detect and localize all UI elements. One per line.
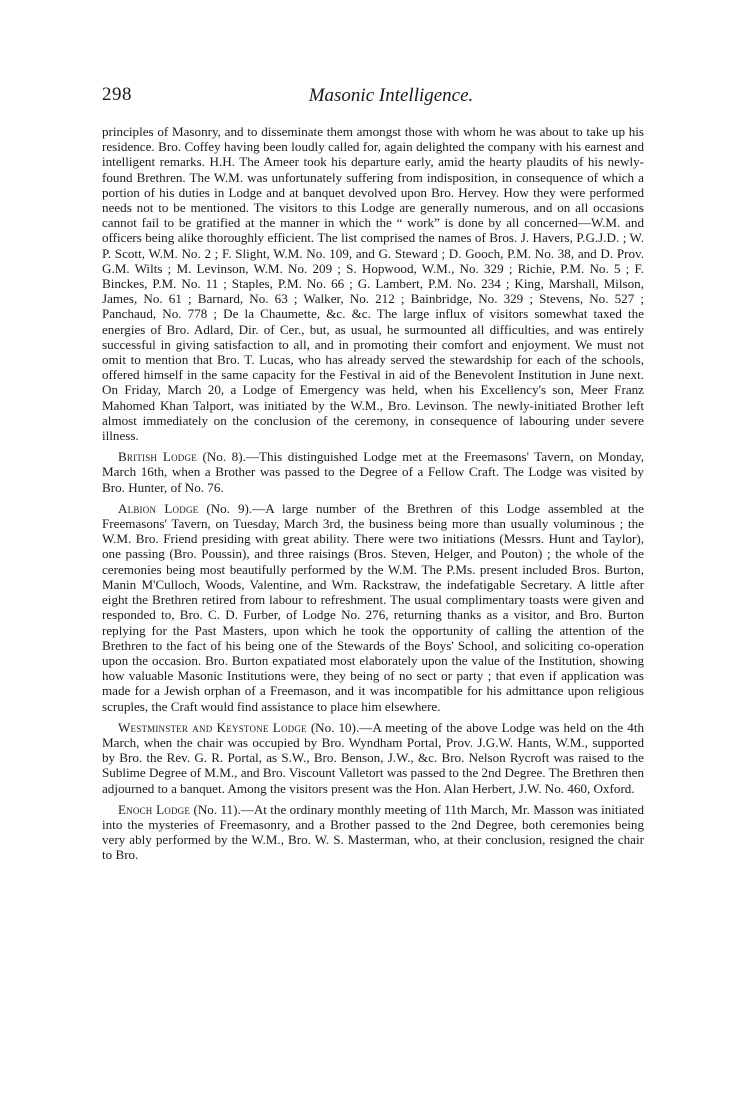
paragraph-albion-lodge xyxy=(102,501,644,714)
paragraph-text: (No. 11).—At the ordinary monthly meeting of 11th March, Mr. Masson was initiated into the mysteries of Freemasonry, and a Brother passed to the 2nd Degree, both ceremonies being very ably performed by the W.M., Bro. W. S. Masterman, who, at their conclusion, resigned the chair to Bro. xyxy=(102,801,644,863)
paragraph-text: (No. 10).—A meeting of the above Lodge was held on the 4th March, when the chair was occupied by Bro. Wyndham Portal, Prov. J.G.W. Hants, W.M., supported by Bro. the Rev. G. R. Portal, as S.W., Bro. Benson, J.W., &c. Bro. Nelson Rycroft was raised to the Sublime Degree of M.M., and Bro. Viscount Valletort was passed to the 2nd Degree. The Brethren then adjourned to a banquet. Among the visitors present was the Hon. Alan Herbert, J.W. No. 460, Oxford. xyxy=(102,719,645,796)
page-header xyxy=(102,84,644,110)
paragraph-text: principles of Masonry, and to disseminate them amongst those with whom he was about to take up his residence. Bro. Coffey having been loudly called for, again delighted the company with his earnest and intelligent remarks. H.H. The Ameer took his departure early, amid the hearty plaudits of his newly-found Brethren. The W.M. was unfortunately suffering from indisposition, in consequence of which a portion of his duties in Lodge and at banquet devolved upon Bro. Hervey. How they were performed needs not to be mentioned. The visitors to this Lodge are generally numerous, and on all occasions cannot fail to be gratified at the manner in which the “ work” is done by all concerned—W.M. and officers being alike thoroughly efficient. The list comprised the names of Bros. J. Havers, P.G.J.D. ; W. P. Scott, W.M. No. 2 ; F. Slight, W.M. No. 109, and G. Steward ; D. Gooch, P.M. No. 38, and D. Prov. G.M. Wilts ; M. Levinson, W.M. No. 209 ; S. Hopwood, W.M., No. 329 ; Richie, P.M. No. 5 ; F. Binckes, P.M. No. 11 ; Staples, P.M. No. 66 ; G. Lambert, P.M. No. 234 ; King, Marshall, Milson, James, No. 61 ; Barnard, No. 63 ; Walker, No. 212 ; Bainbridge, No. 329 ; Stevens, No. 527 ; Panchaud, No. 778 ; De la Chaumette, &c. &c. The large influx of visitors somewhat taxed the energies of Bro. Adlard, Dir. of Cer., but, as usual, he surmounted all difficulties, and was entirely successful in giving satisfaction to all, and in promoting their comfort and enjoyment. We must not omit to mention that Bro. T. Lucas, who has already served the stewardship for each of the schools, offered himself in the same capacity for the Festival in aid of the Benevolent Institution in June next. On Friday, March 20, a Lodge of Emergency was held, when his Excellency's son, Meer Franz Mahomed Khan Talport, was initiated by the W.M., Bro. Levinson. The newly-initiated Brother left almost immediately on the conclusion of the ceremony, in consequence of labouring under severe illness. xyxy=(102,124,644,444)
lodge-name: British Lodge xyxy=(118,449,197,465)
paragraph-westminster-keystone-lodge xyxy=(102,720,644,796)
running-title: Masonic Intelligence. xyxy=(308,85,474,106)
paragraph-british-lodge xyxy=(102,449,644,495)
lodge-name: Westminster and Keystone Lodge xyxy=(118,719,307,735)
paragraph-continuation xyxy=(102,124,644,443)
paragraph-text: (No. 9).—A large number of the Brethren of this Lodge assembled at the Freemasons' Tavern, on Tuesday, March 3rd, the business being more than usually voluminous ; the W.M. Bro. Friend presiding with great ability. There were two initiations (Messrs. Hunt and Taylor), one passing (Bro. Poussin), and three raisings (Bros. Steven, Helger, and Pouton) ; the whole of the ceremonies being most beautifully performed by the W.M. The P.Ms. present included Bros. Burton, Manin M'Culloch, Woods, Valentine, and Wm. Rackstraw, the indefatigable Secretary. A little after eight the Brethren retired from labour to refreshment. The usual complimentary toasts were given and responded to, Bro. C. D. Furber, of Lodge No. 276, returning thanks as a visitor, and Bro. Burton replying for the Past Masters, upon which he took the opportunity of calling the attention of the Brethren to the fact of his being one of the Stewards of the Boys' School, and soliciting co-operation upon the occasion. Bro. Burton expatiated most elaborately upon the value of the Institution, showing how valuable Masonic Institutions were, they being of no sect or party ; that even if application was made for a Jewish orphan of a Freemason, and it was incompatible for his admittance upon religious scruples, the Craft would find assistance to place him elsewhere. xyxy=(102,500,644,714)
lodge-name: Albion Lodge xyxy=(118,500,199,516)
paragraph-enoch-lodge xyxy=(102,802,644,863)
document-page xyxy=(102,84,644,869)
page-number: 298 xyxy=(102,84,132,105)
paragraph-text: (No. 8).—This distinguished Lodge met at the Freemasons' Tavern, on Monday, March 16th, when a Brother was passed to the Degree of a Fellow Craft. The Lodge was visited by Bro. Hunter, of No. 76. xyxy=(102,449,644,495)
lodge-name: Enoch Lodge xyxy=(118,801,191,817)
